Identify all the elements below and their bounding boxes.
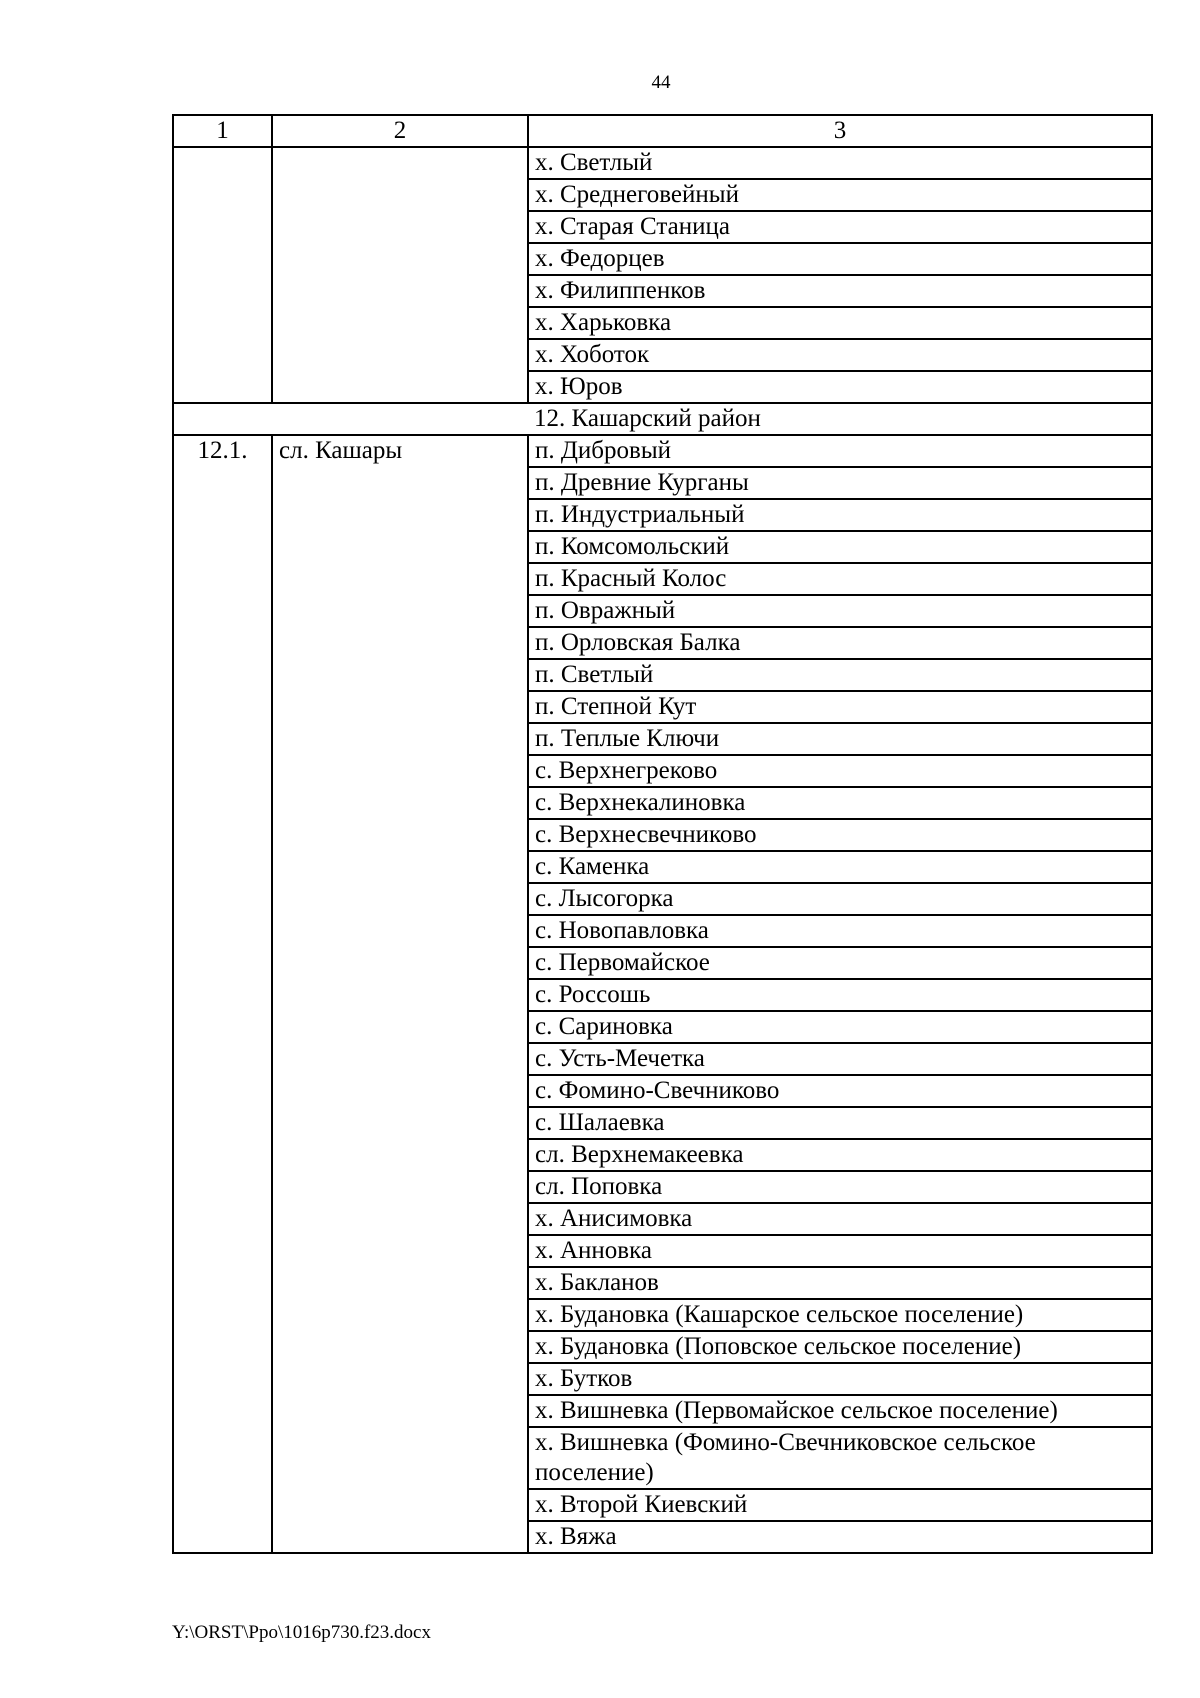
locality-cell: сл. Поповка — [528, 1171, 1152, 1203]
locality-cell: п. Древние Курганы — [528, 467, 1152, 499]
section-title: 12. Кашарский район — [528, 403, 1152, 435]
locality-cell: с. Первомайское — [528, 947, 1152, 979]
locality-cell: с. Верхнегреково — [528, 755, 1152, 787]
locality-cell: х. Филиппенков — [528, 275, 1152, 307]
locality-cell: с. Фомино-Свечниково — [528, 1075, 1152, 1107]
locality-cell: х. Бутков — [528, 1363, 1152, 1395]
section-blank-cell — [173, 403, 528, 435]
settlements-table-wrapper — [172, 114, 1151, 1554]
locality-cell: х. Будановка (Поповское сельское поселение) — [528, 1331, 1152, 1363]
settlements-table — [172, 114, 1153, 1554]
locality-cell: с. Шалаевка — [528, 1107, 1152, 1139]
locality-cell: х. Будановка (Кашарское сельское поселение) — [528, 1299, 1152, 1331]
locality-cell: п. Дибровый — [528, 435, 1152, 467]
locality-cell: п. Орловская Балка — [528, 627, 1152, 659]
locality-cell: х. Старая Станица — [528, 211, 1152, 243]
locality-cell: с. Верхнекалиновка — [528, 787, 1152, 819]
locality-cell: х. Вишневка (Первомайское сельское поселение) — [528, 1395, 1152, 1427]
entry-number: 12.1. — [173, 435, 272, 1553]
locality-cell: х. Харьковка — [528, 307, 1152, 339]
locality-cell: с. Лысогорка — [528, 883, 1152, 915]
locality-cell: сл. Верхнемакеевка — [528, 1139, 1152, 1171]
locality-cell: с. Каменка — [528, 851, 1152, 883]
locality-cell: х. Вишневка (Фомино-Свечниковское сельское поселение) — [528, 1427, 1152, 1489]
locality-cell: п. Степной Кут — [528, 691, 1152, 723]
locality-cell: с. Новопавловка — [528, 915, 1152, 947]
table-row — [173, 435, 1152, 467]
locality-cell: п. Комсомольский — [528, 531, 1152, 563]
locality-cell: х. Второй Киевский — [528, 1489, 1152, 1521]
locality-cell: х. Федорцев — [528, 243, 1152, 275]
entry-center: сл. Кашары — [272, 435, 528, 1553]
locality-cell: х. Юров — [528, 371, 1152, 403]
footer-file-path: Y:\ORST\Ppo\1016p730.f23.docx — [172, 1622, 431, 1643]
locality-cell: п. Теплые Ключи — [528, 723, 1152, 755]
locality-cell: х. Вяжа — [528, 1521, 1152, 1553]
locality-cell: п. Светлый — [528, 659, 1152, 691]
section-row — [173, 403, 1152, 435]
header-col-1: 1 — [173, 115, 272, 147]
locality-cell: с. Усть-Мечетка — [528, 1043, 1152, 1075]
locality-cell: х. Анновка — [528, 1235, 1152, 1267]
locality-cell: х. Хоботок — [528, 339, 1152, 371]
locality-cell: с. Верхнесвечниково — [528, 819, 1152, 851]
locality-cell: с. Сариновка — [528, 1011, 1152, 1043]
locality-cell: п. Красный Колос — [528, 563, 1152, 595]
header-col-3: 3 — [528, 115, 1152, 147]
table-body — [173, 147, 1152, 1553]
locality-cell: п. Индустриальный — [528, 499, 1152, 531]
header-col-2: 2 — [272, 115, 528, 147]
empty-center-cell — [272, 147, 528, 403]
page-number: 44 — [651, 72, 671, 93]
locality-cell: х. Бакланов — [528, 1267, 1152, 1299]
table-row — [173, 147, 1152, 179]
locality-cell: х. Светлый — [528, 147, 1152, 179]
locality-cell: х. Среднеговейный — [528, 179, 1152, 211]
locality-cell: п. Овражный — [528, 595, 1152, 627]
empty-number-cell — [173, 147, 272, 403]
locality-cell: х. Анисимовка — [528, 1203, 1152, 1235]
locality-cell: с. Россошь — [528, 979, 1152, 1011]
header-row — [173, 115, 1152, 147]
